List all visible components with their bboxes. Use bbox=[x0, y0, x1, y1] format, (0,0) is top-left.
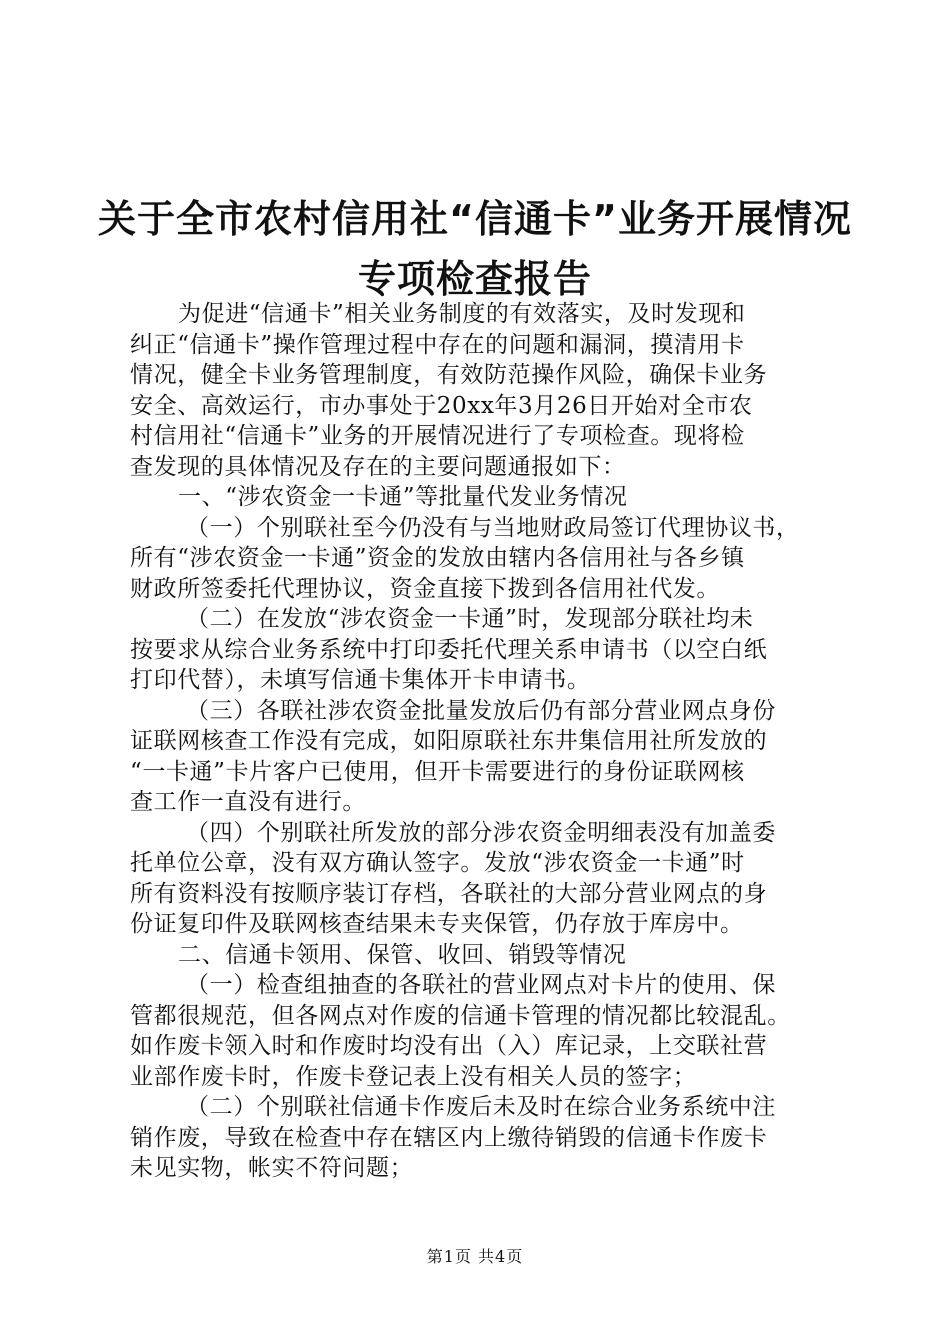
body-line: （四）个别联社所发放的部分涉农资金明细表没有加盖委 bbox=[186, 819, 776, 846]
body-line: 财政所签委托代理协议，资金直接下拨到各信用社代发。 bbox=[130, 575, 720, 602]
body-line: 业部作废卡时，作废卡登记表上没有相关人员的签字； bbox=[130, 1063, 697, 1090]
body-line: 打印代替），未填写信通卡集体开卡申请书。 bbox=[130, 667, 591, 693]
body-line: （一）个别联社至今仍没有与当地财政局签订代理协议书， bbox=[186, 514, 800, 541]
body-line: 村信用社“信通卡”业务的开展情况进行了专项检查。现将检 bbox=[130, 423, 745, 449]
body-line: 按要求从综合业务系统中打印委托代理关系申请书（以空白纸 bbox=[130, 636, 768, 663]
body-line: “一卡通”卡片客户已使用，但开卡需要进行的身份证联网核 bbox=[130, 758, 745, 785]
body-line: 份证复印件及联网核查结果未专夹保管，仍存放于库房中。 bbox=[130, 911, 744, 937]
body-line: 如作废卡领入时和作废时均没有出（入）库记录，上交联社营 bbox=[130, 1033, 768, 1059]
body-line: 所有“涉农资金一卡通”资金的发放由辖内各信用社与各乡镇 bbox=[130, 545, 745, 571]
body-line: 所有资料没有按顺序装订存档，各联社的大部分营业网点的身 bbox=[130, 880, 768, 907]
body-line: （一）检查组抽查的各联社的营业网点对卡片的使用、保 bbox=[186, 972, 776, 998]
body-line: 查工作一直没有进行。 bbox=[130, 789, 366, 815]
document-body bbox=[130, 299, 850, 1184]
section-heading: 一、“涉农资金一卡通”等批量代发业务情况 bbox=[178, 484, 628, 510]
body-line: 纠正“信通卡”操作管理过程中存在的问题和漏洞，摸清用卡 bbox=[130, 331, 745, 358]
body-line: 情况，健全卡业务管理制度，有效防范操作风险，确保卡业务 bbox=[130, 362, 768, 388]
body-line: 为促进“信通卡”相关业务制度的有效落实，及时发现和 bbox=[178, 301, 746, 327]
body-line: （二）在发放“涉农资金一卡通”时，发现部分联社均未 bbox=[186, 606, 754, 632]
body-line: 查发现的具体情况及存在的主要问题通报如下： bbox=[130, 453, 626, 480]
body-line: 托单位公章，没有双方确认签字。发放“涉农资金一卡通”时 bbox=[130, 850, 745, 876]
body-line: 安全、高效运行，市办事处于20xx年3月26日开始对全市农 bbox=[130, 392, 753, 419]
body-line: （二）个别联社信通卡作废后未及时在综合业务系统中注 bbox=[186, 1094, 776, 1120]
document-title-line-1: 关于全市农村信用社“信通卡”业务开展情况 bbox=[98, 197, 852, 241]
body-line: 未见实物，帐实不符问题； bbox=[130, 1155, 414, 1181]
body-line: 销作废，导致在检查中存在辖区内上缴待销毁的信通卡作废卡 bbox=[130, 1124, 768, 1151]
body-line: 证联网核查工作没有完成，如阳原联社东井集信用社所发放的 bbox=[130, 728, 768, 754]
body-line: 管都很规范，但各网点对作废的信通卡管理的情况都比较混乱。 bbox=[130, 1002, 791, 1029]
document-title-line-2: 专项检查报告 bbox=[357, 257, 592, 301]
body-line: （三）各联社涉农资金批量发放后仍有部分营业网点身份 bbox=[186, 697, 776, 724]
section-heading: 二、信通卡领用、保管、收回、销毁等情况 bbox=[178, 941, 627, 968]
page-footer: 第1页 共4页 bbox=[426, 1247, 524, 1266]
